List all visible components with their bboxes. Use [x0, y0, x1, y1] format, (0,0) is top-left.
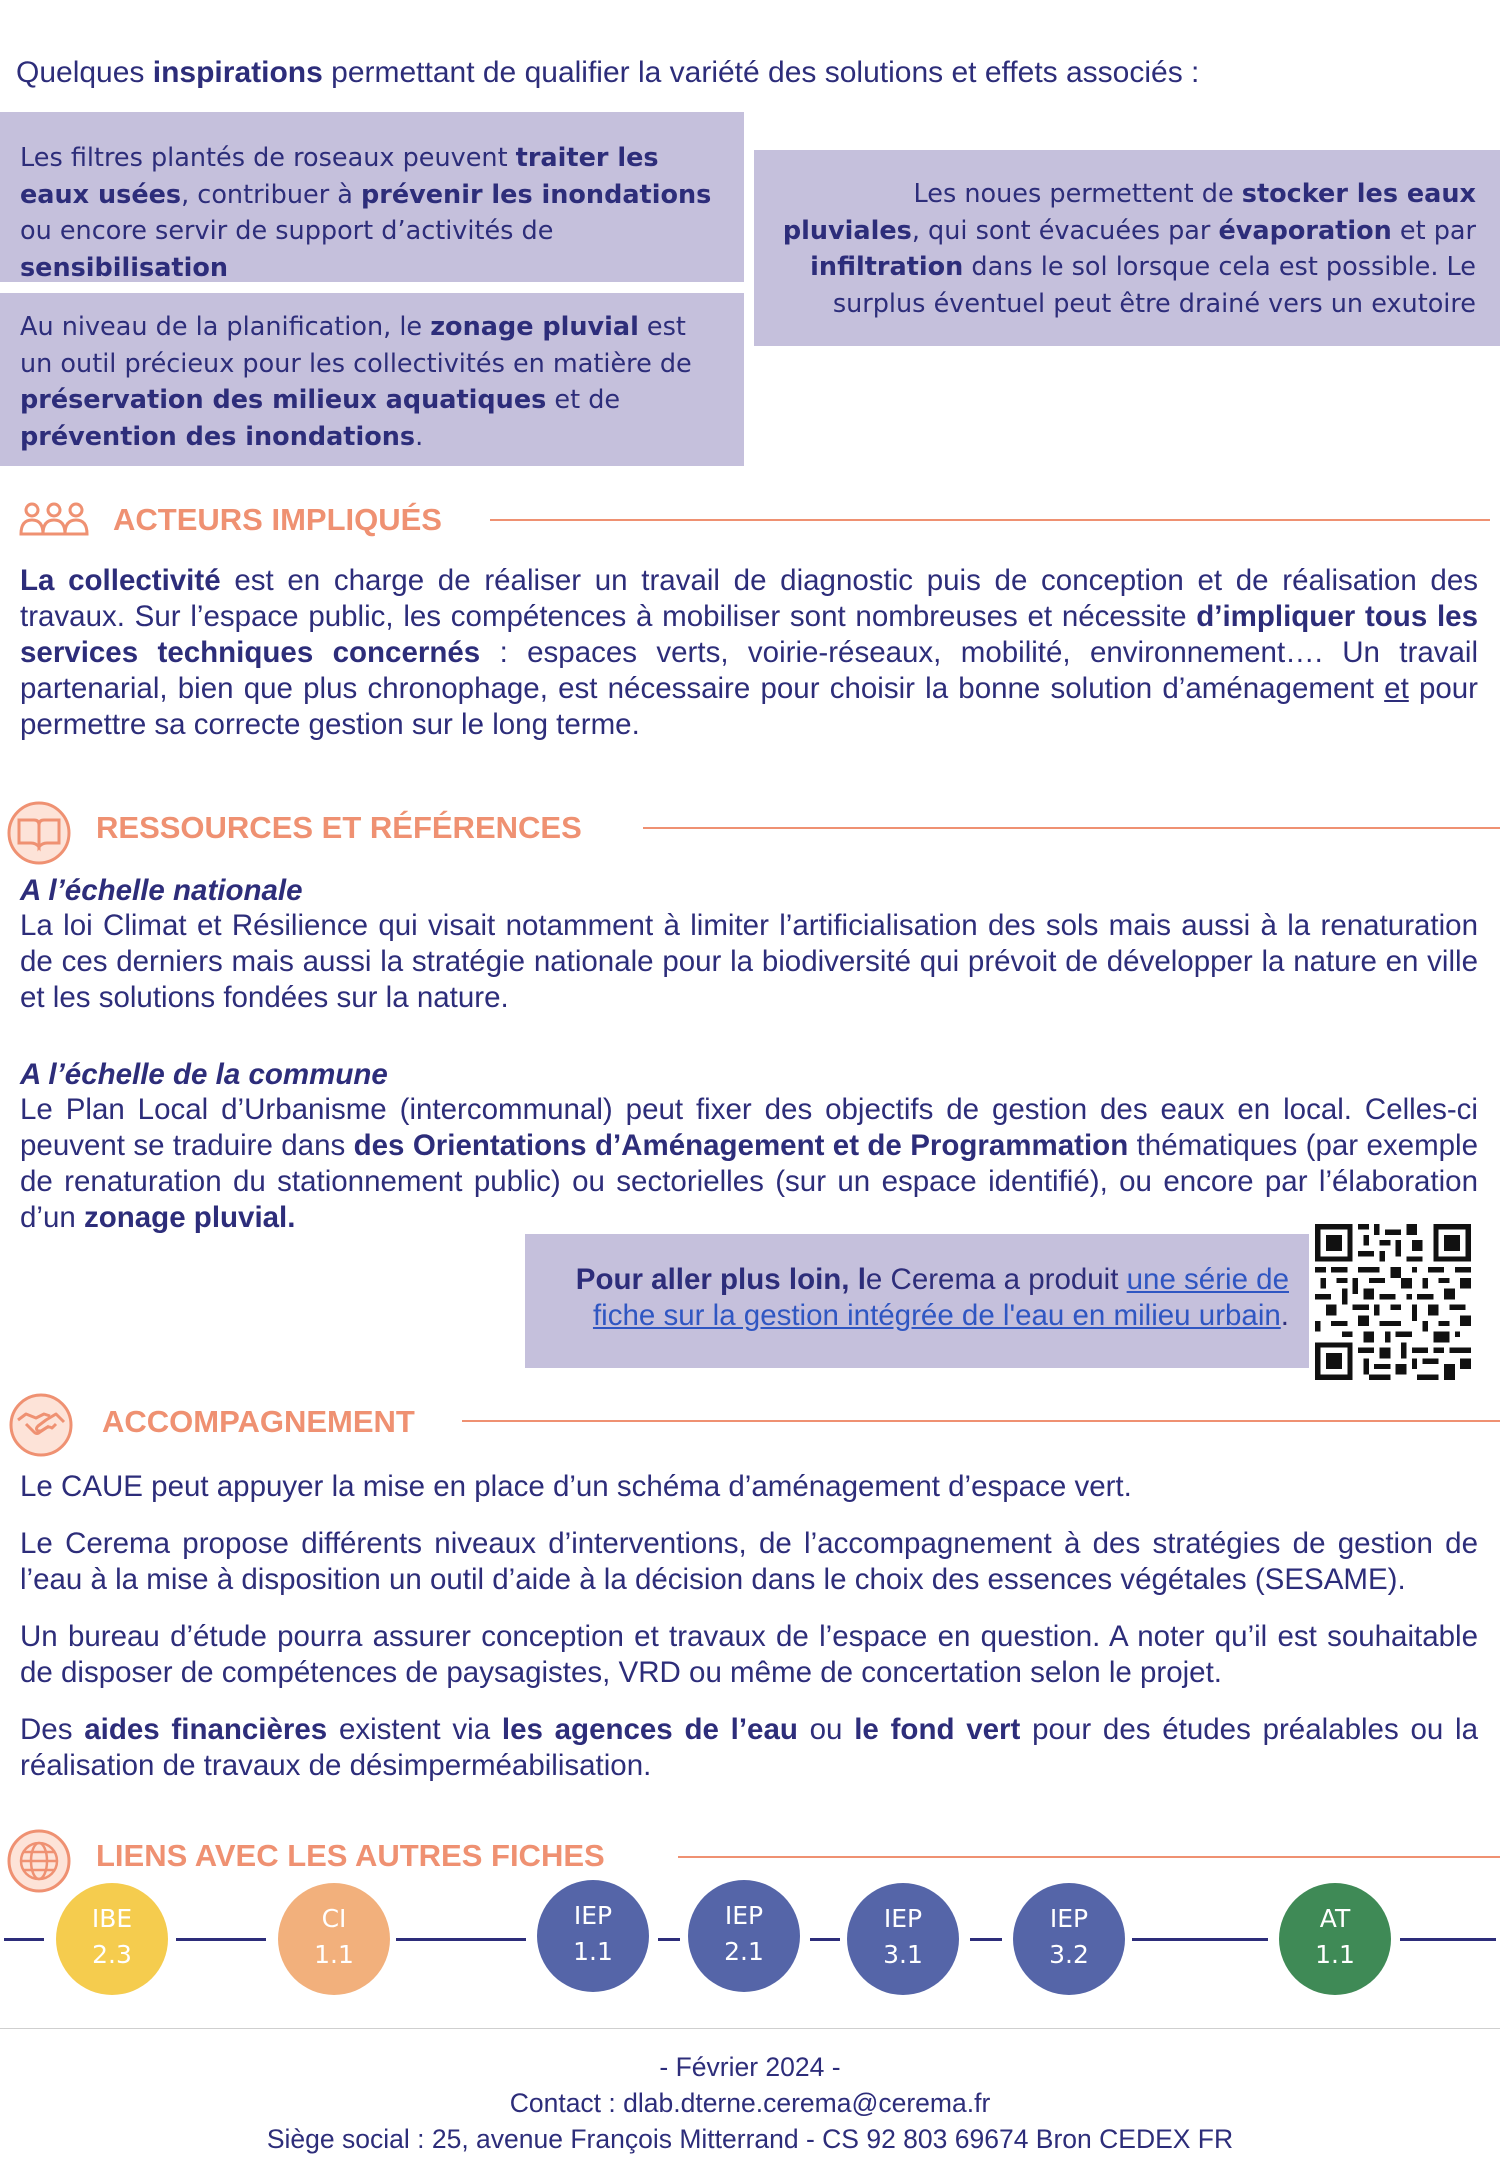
nav-line-segment — [4, 1938, 44, 1941]
box-pour-aller-plus-loin: Pour aller plus loin, le Cerema a produit une série de fiche sur la gestion intégrée de l'eau en milieu urbain. — [525, 1234, 1309, 1368]
subhead-nationale: A l’échelle nationale — [20, 874, 303, 907]
fiche-link-number: 1.1 — [314, 1940, 354, 1969]
nav-line-segment — [1132, 1938, 1268, 1941]
link-serie-fiches[interactable]: une série de fiche sur la gestion intégrée de l'eau en milieu urbain — [592, 1263, 1289, 1332]
handshake-icon — [8, 1392, 74, 1458]
section-title-acteurs: ACTEURS IMPLIQUÉS — [113, 502, 442, 537]
section-title-liens: LIENS AVEC LES AUTRES FICHES — [96, 1838, 605, 1873]
fiche-link-number: 2.3 — [92, 1940, 132, 1969]
fiche-link-iep-3-1[interactable] — [847, 1883, 959, 1995]
fiche-link-iep-2-1[interactable] — [688, 1880, 800, 1992]
footer-siege: Siège social : 25, avenue François Mitterrand - CS 92 803 69674 Bron CEDEX FR — [266, 2124, 1234, 2154]
footer-date: - Février 2024 - — [659, 2052, 841, 2082]
fiche-link-number: 1.1 — [1315, 1940, 1355, 1969]
fiche-link-ibe-2-3[interactable] — [56, 1883, 168, 1995]
paragraph-nationale: La loi Climat et Résilience qui visait notamment à limiter l’artificialisation des sols mais aussi à la renaturation de ces derniers mais aussi la stratégie nationale pour la biodiversité qui prévoit de développer la nature en ville et les solutions fondées sur la nature. — [20, 909, 1478, 1014]
section-title-accompagnement: ACCOMPAGNEMENT — [102, 1404, 415, 1439]
fiche-link-number: 3.2 — [1049, 1940, 1089, 1969]
paragraph-caue: Le CAUE peut appuyer la mise en place d’un schéma d’aménagement d’espace vert. — [20, 1470, 1132, 1503]
acteurs-paragraph: La collectivité est en charge de réaliser un travail de diagnostic puis de conception et de réalisation des travaux. Sur l’espace public, les compétences à mobiliser sont nombreuses et nécessite d’impliquer tous les services techniques concernés : espaces verts, voirie-réseaux, mobilité, environnement…. Un travail partenarial, bien que plus chronophage, est nécessaire pour choisir la bonne solution d’aménagement et pour permettre sa correcte gestion sur le long terme. — [20, 564, 1479, 741]
intro-line: Quelques inspirations permettant de qualifier la variété des solutions et effets associés : — [16, 56, 1200, 89]
fiche-link-code: IBE — [91, 1904, 133, 1933]
paragraph-cerema: Le Cerema propose différents niveaux d’interventions, de l’accompagnement à des stratégies de gestion de l’eau à la mise à disposition un outil d’aide à la décision dans le choix des essences végétales (SESAME). — [20, 1527, 1478, 1596]
fiche-link-iep-3-2[interactable] — [1013, 1883, 1125, 1995]
footer-divider — [0, 2028, 1500, 2029]
box-zonage: Au niveau de la planification, le zonage pluvial est un outil précieux pour les collectivités en matière de préservation des milieux aquatiques et de prévention des inondations. — [0, 293, 744, 466]
section-rule-acteurs — [490, 519, 1490, 521]
box-roseaux: Les filtres plantés de roseaux peuvent traiter les eaux usées, contribuer à prévenir les inondations ou encore servir de support d’activités de sensibilisation — [0, 112, 744, 282]
section-rule-ressources — [643, 827, 1500, 829]
paragraph-aides: Des aides financières existent via les agences de l’eau ou le fond vert pour des études préalables ou la réalisation de travaux de désimperméabilisation. — [20, 1713, 1478, 1782]
section-title-ressources: RESSOURCES ET RÉFÉRENCES — [96, 810, 582, 845]
fiche-link-code: IEP — [724, 1901, 764, 1930]
fiche-link-code: CI — [321, 1904, 347, 1933]
box-noues: Les noues permettent de stocker les eaux pluviales, qui sont évacuées par évaporation et par infiltration dans le sol lorsque cela est possible. Le surplus éventuel peut être drainé vers un exutoire — [754, 150, 1500, 346]
globe-icon — [6, 1828, 72, 1894]
section-rule-accompagnement — [462, 1420, 1500, 1422]
subhead-commune: A l’échelle de la commune — [20, 1058, 388, 1091]
fiche-link-code: IEP — [883, 1904, 923, 1933]
fiche-link-number: 3.1 — [883, 1940, 923, 1969]
footer-contact: Contact : dlab.dterne.cerema@cerema.fr — [509, 2088, 991, 2118]
section-rule-liens — [678, 1856, 1500, 1858]
nav-line-segment — [1400, 1938, 1496, 1941]
paragraph-bureau: Un bureau d’étude pourra assurer conception et travaux de l’espace en question. A noter qu’il est souhaitable de disposer de compétences de paysagistes, VRD ou même de concertation selon le projet. — [20, 1620, 1478, 1689]
people-group-icon — [18, 500, 90, 540]
fiche-link-code: AT — [1319, 1904, 1351, 1933]
qr-code-icon[interactable] — [1315, 1224, 1471, 1380]
nav-line-segment — [396, 1938, 526, 1941]
book-icon — [6, 800, 72, 866]
fiche-link-ci-1-1[interactable] — [278, 1883, 390, 1995]
nav-line-segment — [970, 1938, 1002, 1941]
fiche-link-code: IEP — [1049, 1904, 1089, 1933]
fiche-link-number: 2.1 — [724, 1937, 764, 1966]
fiche-link-at-1-1[interactable] — [1279, 1883, 1391, 1995]
nav-line-segment — [810, 1938, 840, 1941]
fiche-link-number: 1.1 — [573, 1937, 613, 1966]
nav-line-segment — [176, 1938, 266, 1941]
fiche-link-code: IEP — [573, 1901, 613, 1930]
fiche-link-iep-1-1[interactable] — [537, 1880, 649, 1992]
nav-line-segment — [658, 1938, 680, 1941]
paragraph-commune: Le Plan Local d’Urbanisme (intercommunal) peut fixer des objectifs de gestion des eaux en local. Celles-ci peuvent se traduire dans des Orientations d’Aménagement et de Programmation thématiques (par exemple de renaturation du stationnement public) ou sectorielles (sur un espace identifié), ou encore par l’élaboration d’un zonage pluvial. — [20, 1093, 1479, 1234]
